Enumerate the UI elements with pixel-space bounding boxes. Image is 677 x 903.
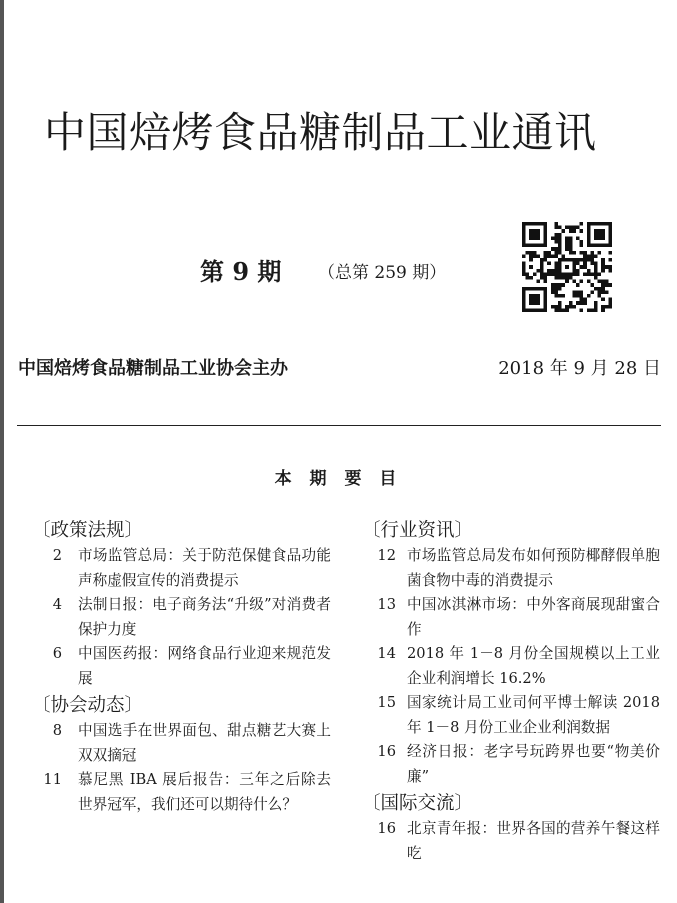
page-number: 16 — [377, 743, 396, 760]
page-number: 2 — [52, 547, 62, 564]
qr-code — [522, 222, 612, 312]
toc-title: 本 期 要 目 — [274, 469, 403, 489]
item-title: 中国冰淇淋市场：中外客商展现甜蜜合作 — [407, 596, 660, 638]
toc-item[interactable] — [32, 642, 332, 691]
toc-right-column — [362, 516, 664, 866]
toc-item[interactable] — [32, 719, 332, 768]
toc-item[interactable] — [362, 593, 664, 642]
item-title: 法制日报：电子商务法“升级”对消费者保护力度 — [78, 596, 331, 638]
issue-date: 2018 年 9 月 28 日 — [498, 358, 661, 379]
item-title: 经济日报：老字号玩跨界也要“物美价廉” — [407, 743, 660, 785]
toc-item[interactable] — [362, 691, 664, 740]
toc-item[interactable] — [362, 544, 664, 593]
divider — [17, 425, 661, 426]
section-heading: 〔国际交流〕 — [362, 793, 474, 814]
toc-left-column — [32, 516, 332, 817]
page-number: 15 — [377, 694, 396, 711]
page-number: 8 — [52, 722, 62, 739]
item-title: 中国选手在世界面包、甜点糖艺大赛上双双摘冠 — [78, 722, 331, 764]
item-title: 2018 年 1－8 月份全国规模以上工业企业利润增长 16.2% — [407, 645, 660, 687]
page-number: 6 — [52, 645, 62, 662]
page-number: 14 — [377, 645, 396, 662]
toc-item[interactable] — [362, 642, 664, 691]
toc-item[interactable] — [32, 768, 332, 817]
item-title: 市场监管总局发布如何预防椰酵假单胞菌食物中毒的消费提示 — [407, 547, 660, 589]
toc-item[interactable] — [362, 817, 664, 866]
page-number: 11 — [43, 771, 62, 788]
page-number: 16 — [377, 820, 396, 837]
toc-item[interactable] — [32, 593, 332, 642]
page-number: 13 — [377, 596, 396, 613]
section-heading: 〔协会动态〕 — [32, 695, 144, 716]
item-title: 国家统计局工业司何平博士解读 2018 年 1－8 月份工业企业利润数据 — [407, 694, 660, 736]
item-title: 市场监管总局：关于防范保健食品功能声称虚假宣传的消费提示 — [78, 547, 331, 589]
organizer: 中国焙烤食品糖制品工业协会主办 — [18, 358, 288, 379]
item-title: 慕尼黑 IBA 展后报告：三年之后除去世界冠军，我们还可以期待什么？ — [78, 771, 331, 813]
publication-title: 中国焙烤食品糖制品工业通讯 — [44, 108, 597, 157]
page-edge — [0, 0, 4, 903]
toc-item[interactable] — [32, 544, 332, 593]
item-title: 中国医药报：网络食品行业迎来规范发展 — [78, 645, 331, 687]
page-number: 12 — [377, 547, 396, 564]
total-issue-number: （总第 259 期） — [318, 263, 447, 283]
toc-item[interactable] — [362, 740, 664, 789]
page-number: 4 — [52, 596, 62, 613]
issue-number: 第 9 期 — [200, 257, 282, 286]
section-heading: 〔行业资讯〕 — [362, 520, 474, 541]
section-heading: 〔政策法规〕 — [32, 520, 144, 541]
item-title: 北京青年报：世界各国的营养午餐这样吃 — [407, 820, 660, 862]
